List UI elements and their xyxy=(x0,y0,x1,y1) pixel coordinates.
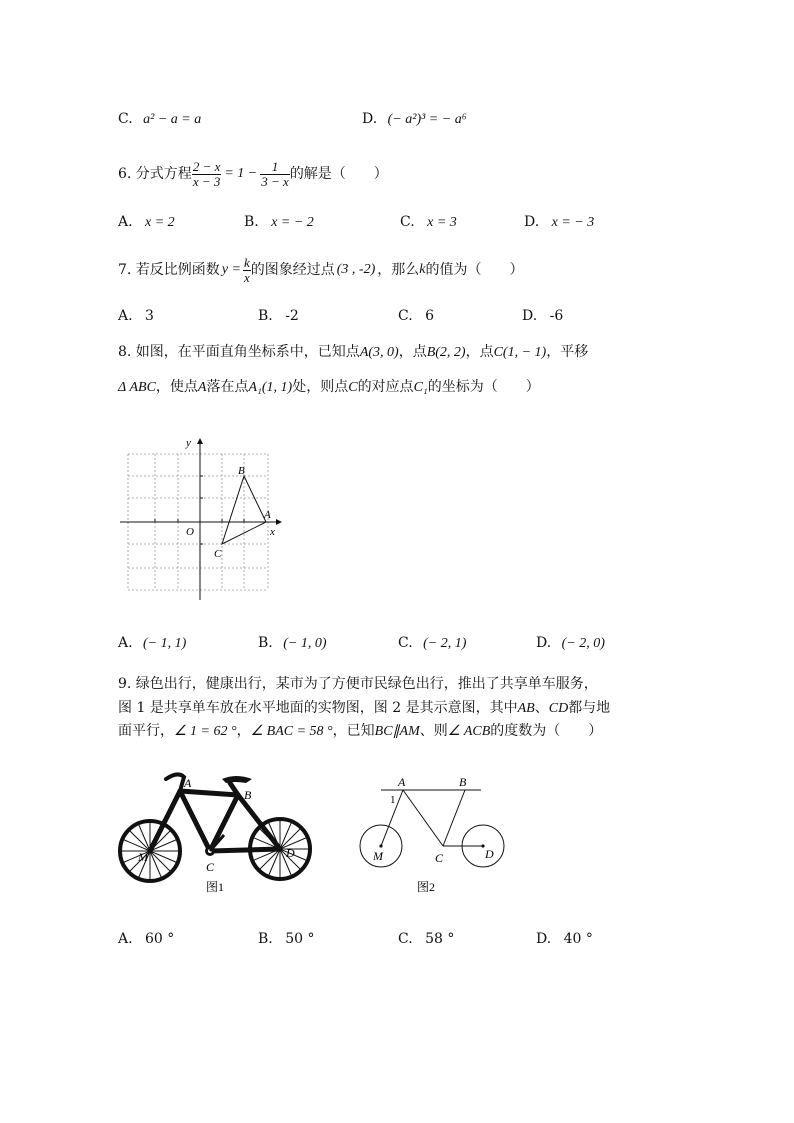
fig2-line-bc xyxy=(443,790,465,846)
q8-text-9: 的坐标为（ ） xyxy=(427,379,540,395)
q6-stem xyxy=(118,160,388,188)
fig1-label-d: D xyxy=(286,846,295,860)
q8-option-d-expr: (− 2, 0) xyxy=(561,636,605,651)
q7-middle: 的图象经过点 xyxy=(250,262,335,279)
q8-text-1: 8. 如图，在平面直角坐标系中，已知点 xyxy=(118,344,360,360)
q8-text-8: 的对应点 xyxy=(357,379,414,395)
q5-option-d-expr: (− a²)³ = − a⁶ xyxy=(387,112,467,127)
q7-fraction xyxy=(243,256,251,284)
q8-point-b: B(2, 2) xyxy=(426,345,466,360)
q6-option-a[interactable] xyxy=(118,215,175,230)
q6-option-a-label: A. xyxy=(118,214,133,230)
q9-text-2: 、 xyxy=(534,700,549,716)
fig2-label-a: A xyxy=(398,775,406,789)
q8-option-a-expr: (− 1, 1) xyxy=(143,636,187,651)
q7-option-a[interactable] xyxy=(118,309,154,323)
q8-text-7: 处，则点 xyxy=(292,379,349,395)
q5-option-c-label: C. xyxy=(118,111,133,127)
q8-option-c-expr: (− 2, 1) xyxy=(423,636,467,651)
bicycle-handlebar xyxy=(166,774,184,791)
q8-option-b[interactable] xyxy=(258,636,326,651)
q7-option-a-label: A. xyxy=(118,308,133,324)
q6-frac1-num: 2 − x xyxy=(192,159,221,174)
q6-option-c-label: C. xyxy=(400,214,415,230)
q7-func-num: k xyxy=(243,255,250,270)
q9-angle-bac: ∠ BAC = 58 ° xyxy=(250,724,333,739)
q8-text-3: ，点 xyxy=(465,344,494,360)
q7-func-lhs: y = xyxy=(221,262,241,278)
q9-option-c-expr: 58 ° xyxy=(425,931,455,947)
q9-option-a-expr: 60 ° xyxy=(145,931,175,947)
q7-option-d[interactable] xyxy=(522,309,563,323)
q9-angle-1: ∠ 1 = 62 ° xyxy=(174,724,237,739)
q9-option-d[interactable] xyxy=(536,932,593,946)
q8-triangle: Δ ABC xyxy=(118,380,156,395)
q7-option-a-expr: 3 xyxy=(145,308,154,324)
fig2-label-m: M xyxy=(373,849,383,863)
q6-option-b-label: B. xyxy=(244,214,259,230)
q8-var-a: A xyxy=(197,380,207,395)
q7-option-c[interactable] xyxy=(398,309,434,323)
q6-frac2-num: 1 xyxy=(260,160,290,175)
q7-suffix: 的值为（ ） xyxy=(425,262,524,279)
bicycle-schematic-figure xyxy=(355,770,515,896)
q9-text-4: 面平行， xyxy=(118,723,174,739)
q9-text-5: ， xyxy=(236,723,251,739)
q6-option-c[interactable] xyxy=(400,215,457,230)
q6-option-d[interactable] xyxy=(524,215,594,230)
q8-coordinate-figure xyxy=(118,434,288,604)
q5-option-d-label: D. xyxy=(362,111,378,127)
q8-stem-line1 xyxy=(118,345,588,360)
q9-seg-cd: CD xyxy=(548,701,569,716)
q8-option-d[interactable] xyxy=(536,636,605,651)
q5-option-c-expr: a² − a = a xyxy=(143,112,202,127)
q7-prefix: 7. 若反比例函数 xyxy=(118,262,220,279)
fig1-caption: 图1 xyxy=(206,880,225,894)
label-b: B xyxy=(238,465,245,477)
q6-option-d-expr: x = − 3 xyxy=(551,215,595,230)
q8-option-b-expr: (− 1, 0) xyxy=(283,636,327,651)
fig2-line-ac xyxy=(403,790,443,846)
q9-option-c-label: C. xyxy=(398,931,413,947)
q9-stem-line3 xyxy=(118,724,602,739)
q9-text-7: 、则 xyxy=(419,723,448,739)
y-axis-arrow-icon xyxy=(197,438,203,444)
q7-var: k xyxy=(419,262,426,278)
fig2-label-1: 1 xyxy=(390,794,396,806)
q8-point-a: A(3, 0) xyxy=(359,345,399,360)
label-x: x xyxy=(270,526,275,538)
q9-option-b-label: B. xyxy=(258,931,273,947)
q9-angle-acb: ∠ ACB xyxy=(447,724,491,739)
bicycle-figure xyxy=(118,765,318,895)
q7-option-d-expr: -6 xyxy=(549,308,564,324)
q7-option-b-label: B. xyxy=(258,308,273,324)
q9-text-3: 都与地 xyxy=(568,700,611,716)
q8-option-b-label: B. xyxy=(258,635,273,651)
q6-option-b[interactable] xyxy=(244,215,314,230)
q6-option-c-expr: x = 3 xyxy=(427,215,457,230)
q8-point-c: C(1, − 1) xyxy=(493,345,547,360)
q6-suffix: 的解是（ ） xyxy=(289,166,388,183)
q7-middle2: ，那么 xyxy=(377,262,420,279)
fig2-label-c: C xyxy=(435,851,444,865)
fig2-label-d: D xyxy=(485,847,494,861)
q8-option-c[interactable] xyxy=(398,636,466,651)
fig1-label-m: M xyxy=(138,850,148,864)
q7-option-b[interactable] xyxy=(258,309,299,323)
q9-option-a[interactable] xyxy=(118,932,174,946)
q7-func-den: x xyxy=(243,269,250,285)
fig2-caption: 图2 xyxy=(417,880,436,894)
q6-option-d-label: D. xyxy=(524,214,540,230)
bicycle-seat xyxy=(222,776,252,783)
q9-option-a-label: A. xyxy=(118,931,133,947)
q8-option-c-label: C. xyxy=(398,635,413,651)
q9-option-d-label: D. xyxy=(536,931,552,947)
q6-fraction-2 xyxy=(260,160,290,188)
q8-option-a[interactable] xyxy=(118,636,186,651)
q8-text-5: ，使点 xyxy=(155,379,198,395)
q9-option-b-expr: 50 ° xyxy=(285,931,315,947)
x-axis-arrow-icon xyxy=(276,519,282,525)
fig1-label-c: C xyxy=(206,860,215,874)
q7-option-c-label: C. xyxy=(398,308,413,324)
q9-parallel: BC∥AM xyxy=(374,724,420,739)
fig2-point-m xyxy=(379,844,382,847)
fig1-label-a: A xyxy=(184,776,192,790)
q9-stem-line2 xyxy=(118,701,610,716)
q9-option-d-expr: 40 ° xyxy=(563,931,593,947)
q7-option-d-label: D. xyxy=(522,308,538,324)
fig1-label-b: B xyxy=(244,788,252,802)
q8-point-a1: A₁(1, 1) xyxy=(248,380,293,395)
q9-text-1: 图 1 是共享单车放在水平地面的实物图，图 2 是其示意图，其中 xyxy=(118,700,518,716)
q6-option-b-expr: x = − 2 xyxy=(271,215,314,230)
label-a: A xyxy=(264,509,271,521)
q7-point: (3 , -2) xyxy=(336,262,376,278)
q9-option-b[interactable] xyxy=(258,932,314,946)
label-origin: O xyxy=(186,526,194,538)
q6-fraction-1 xyxy=(192,160,222,188)
q6-frac2-den: 3 − x xyxy=(261,173,289,189)
q7-option-b-expr: -2 xyxy=(285,308,299,324)
q8-option-a-label: A. xyxy=(118,635,133,651)
q5-option-d[interactable] xyxy=(362,112,467,127)
q6-mid: = 1 − xyxy=(224,166,258,182)
q6-frac1-den: x − 3 xyxy=(192,173,221,189)
q8-var-c: C xyxy=(348,380,358,395)
q6-prefix: 6. 分式方程 xyxy=(118,166,192,183)
q8-var-c1: C₁ xyxy=(413,380,428,395)
q9-seg-ab: AB xyxy=(517,701,535,716)
label-c: C xyxy=(214,548,222,560)
q9-stem-line1: 9. 绿色出行，健康出行，某市为了方便市民绿色出行，推出了共享单车服务， xyxy=(118,676,598,692)
q9-option-c[interactable] xyxy=(398,932,454,946)
label-y: y xyxy=(186,437,191,449)
fig2-label-b: B xyxy=(459,775,467,789)
q7-stem xyxy=(118,256,523,284)
q9-text-8: 的度数为（ ） xyxy=(490,723,603,739)
q8-text-2: ，点 xyxy=(398,344,427,360)
q7-option-c-expr: 6 xyxy=(425,308,435,324)
q8-stem-line2 xyxy=(118,380,540,395)
q9-text-6: ，已知 xyxy=(332,723,375,739)
q8-text-4: ，平移 xyxy=(546,344,589,360)
q8-text-6: 落在点 xyxy=(206,379,249,395)
q8-option-d-label: D. xyxy=(536,635,552,651)
q6-option-a-expr: x = 2 xyxy=(145,215,175,230)
q5-option-c[interactable] xyxy=(118,112,201,127)
